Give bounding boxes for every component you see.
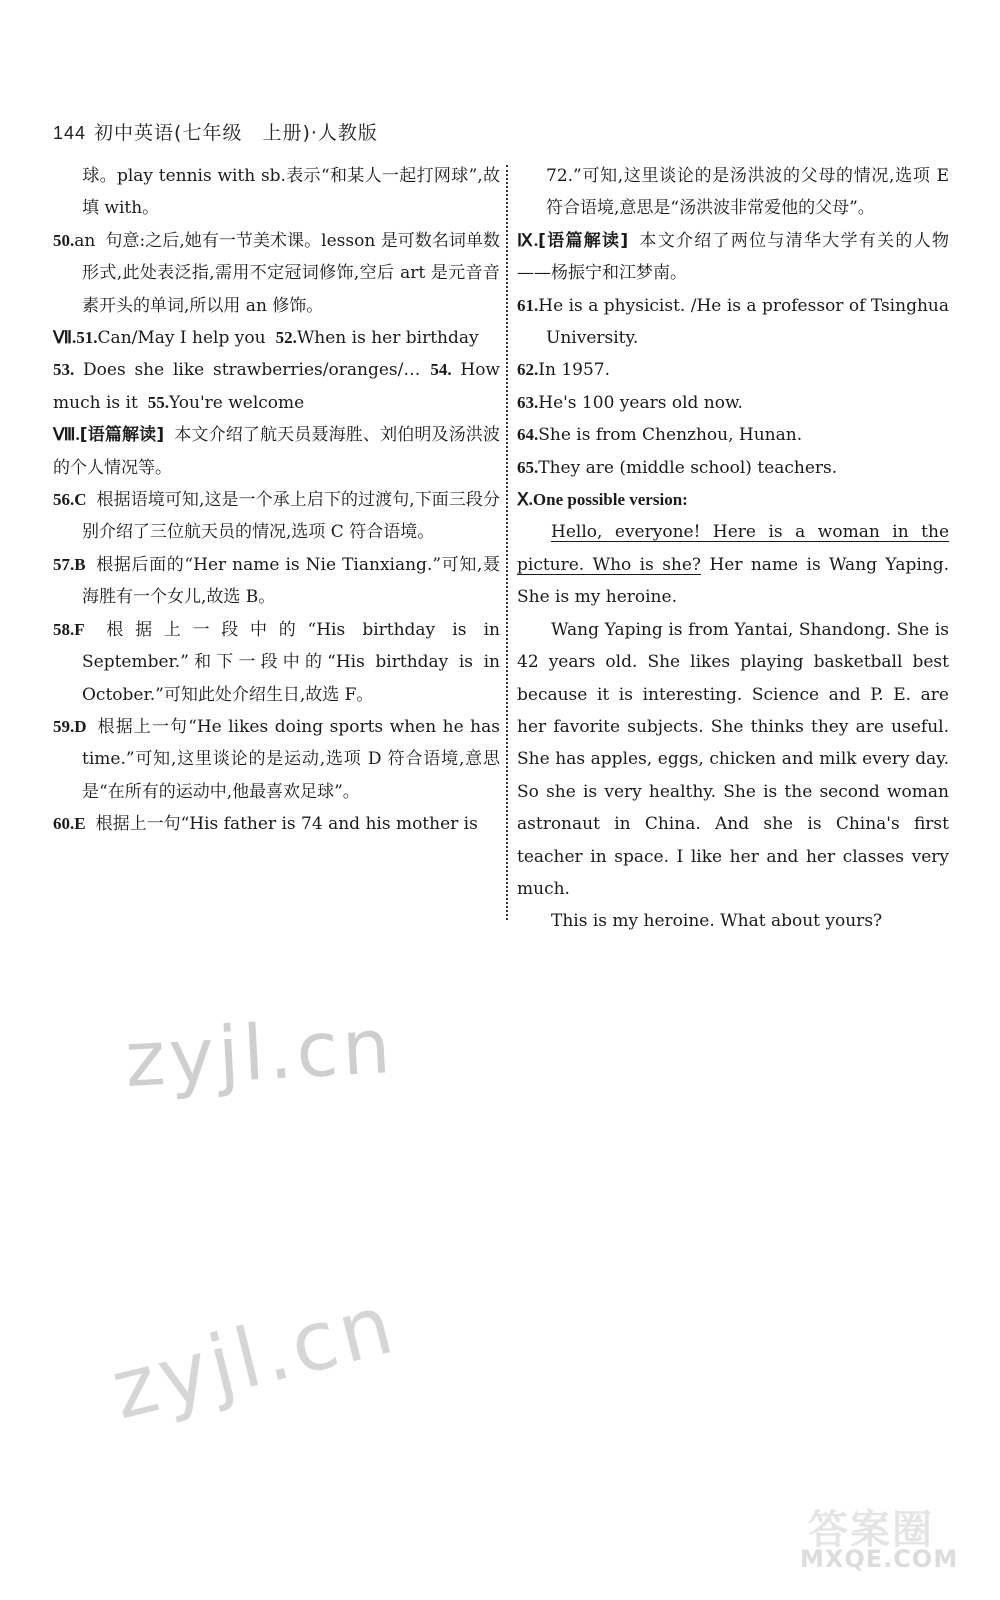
right-column bbox=[517, 160, 949, 938]
watermark-bottom: zyjl.cn bbox=[102, 1276, 406, 1439]
watermark-top: zyjl.cn bbox=[122, 1001, 397, 1104]
answer-60-continued: 72.”可知,这里谈论的是汤洪波的父母的情况,选项 E 符合语境,意思是“汤洪波非常爱他的父母”。 bbox=[546, 166, 949, 219]
book-title: 初中英语(七年级 上册)·人教版 bbox=[94, 122, 378, 144]
column-divider bbox=[506, 165, 508, 920]
essay-paragraph-1: Hello, everyone! Here is a woman in the picture. Who is she? Her name is Wang Yaping. She is my heroine. bbox=[517, 522, 950, 608]
page-header bbox=[53, 118, 378, 145]
essay-paragraph-2: Wang Yaping is from Yantai, Shandong. She is 42 years old. She likes playing basketball best because it is interesting. Science and P. E. are her favorite subjects. She thinks they are useful. She has apples, eggs, chicken and milk every day. So she is very healthy. She is the second woman astronaut in China. And she is China's first teacher in space. I like her and her classes very much. bbox=[517, 619, 949, 899]
answer-59: 59.D 根据上一句“He likes doing sports when he has time.”可知,这里谈论的是运动,选项 D 符合语境,意思是“在所有的运动中,他最喜欢足球”。 bbox=[53, 716, 500, 802]
site-logo: 答案圈 bbox=[808, 1507, 934, 1553]
answer-50: 50.an 句意:之后,她有一节美术课。lesson 是可数名词单数形式,此处表泛指,需用不定冠词修饰,空后 art 是元音音素开头的单词,所以用 an 修饰。 bbox=[53, 230, 500, 316]
answer-56: 56.C 根据语境可知,这是一个承上启下的过渡句,下面三段分别介绍了三位航天员的情况,选项 C 符合语境。 bbox=[53, 490, 500, 543]
left-column bbox=[53, 160, 500, 841]
answer-64: 64.She is from Chenzhou, Hunan. bbox=[517, 425, 803, 446]
section-8-summary: Ⅷ.[语篇解读] 本文介绍了航天员聂海胜、刘伯明及汤洪波的个人情况等。 bbox=[53, 425, 501, 478]
underlined-opening: Hello, everyone! Here is a woman in the picture. Who is she? bbox=[517, 522, 949, 575]
answer-61: 61.He is a physicist. /He is a professor of Tsinghua University. bbox=[517, 295, 949, 349]
answer-57: 57.B 根据后面的“Her name is Nie Tianxiang.”可知,聂海胜有一个女儿,故选 B。 bbox=[53, 554, 500, 608]
section-9-summary: Ⅸ.[语篇解读] 本文介绍了两位与清华大学有关的人物——杨振宁和江梦南。 bbox=[517, 230, 949, 284]
section-7-answers-cont: 53. Does she like strawberries/oranges/… 54. How much is it 55.You're welcome bbox=[53, 360, 500, 413]
answer-58: 58.F 根据上一段中的“His birthday is in September.”和下一段中的“His birthday is in October.”可知此处介绍生日,故选 F。 bbox=[53, 619, 500, 705]
answer-65: 65.They are (middle school) teachers. bbox=[517, 457, 838, 478]
section-7-answers: Ⅶ.51.Can/May I help you 52.When is her birthday bbox=[53, 328, 479, 349]
answer-49-continued: 球。play tennis with sb.表示“和某人一起打网球”,故填 with。 bbox=[82, 166, 500, 219]
site-logo-url: MXQE.COM bbox=[800, 1545, 959, 1573]
essay-paragraph-3: This is my heroine. What about yours? bbox=[551, 911, 883, 932]
answer-60: 60.E 根据上一句“His father is 74 and his mother is bbox=[53, 814, 478, 835]
answer-62: 62.In 1957. bbox=[517, 360, 610, 381]
section-10-heading: Ⅹ.One possible version: bbox=[517, 490, 688, 510]
answer-63: 63.He's 100 years old now. bbox=[517, 392, 743, 413]
page-number: 144 bbox=[53, 123, 87, 143]
